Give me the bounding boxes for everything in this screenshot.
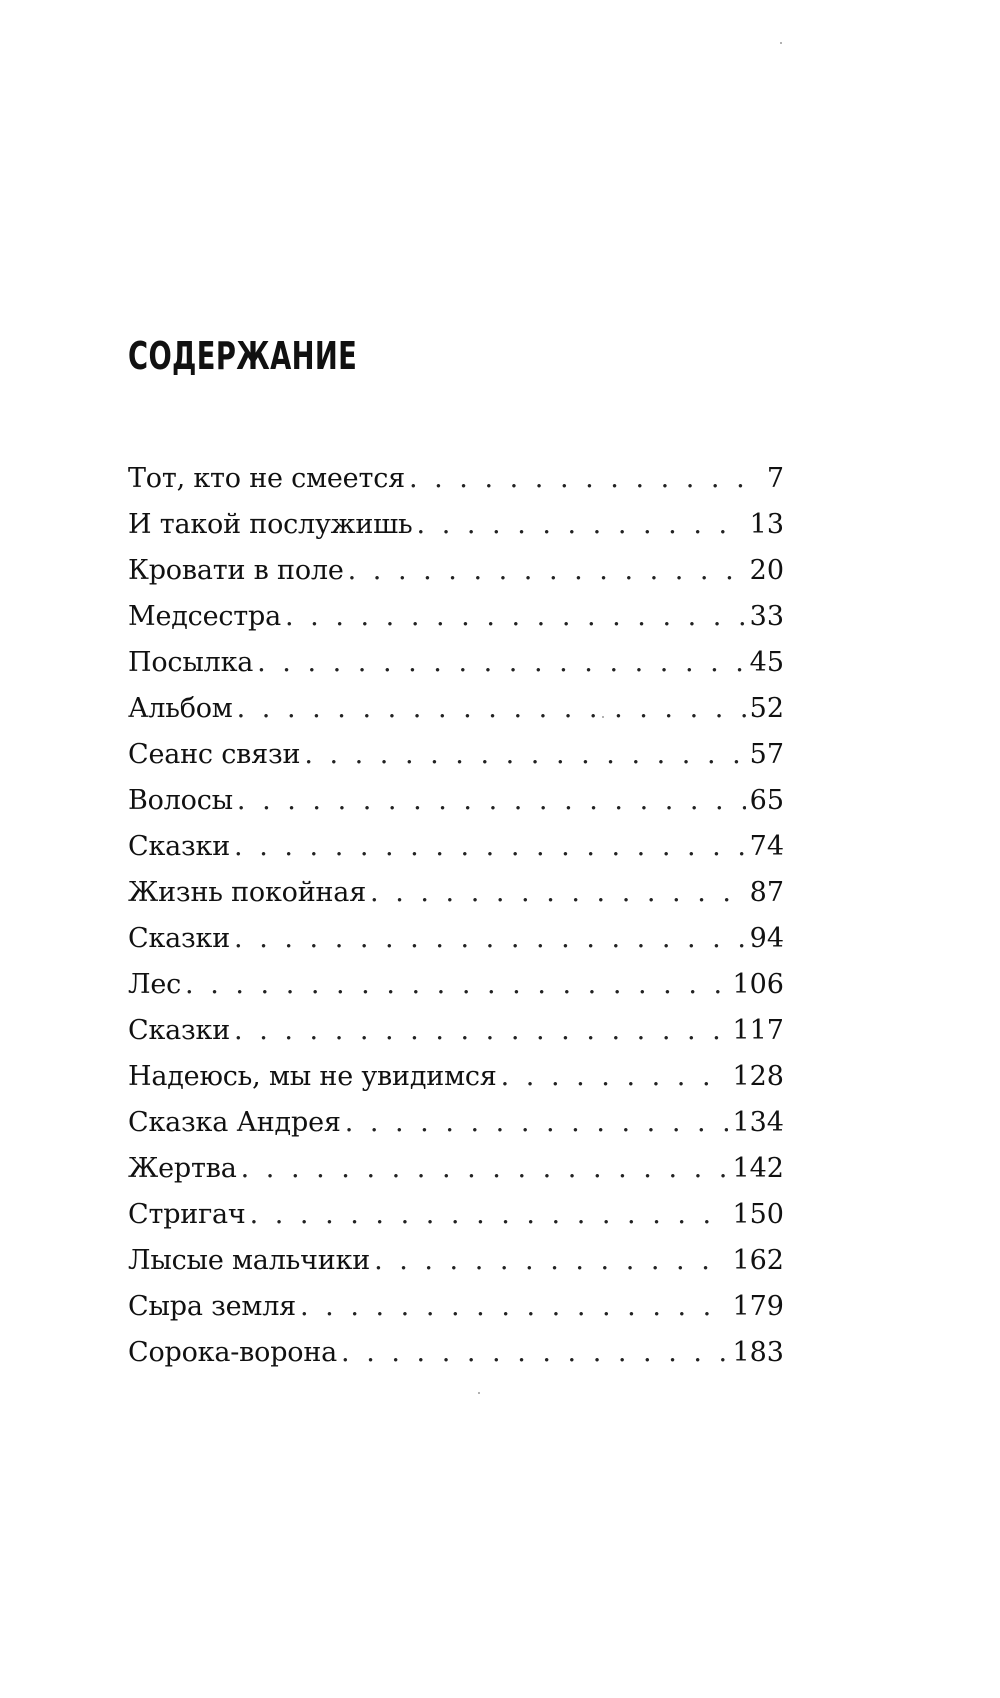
toc-entry	[128, 732, 784, 778]
paper-speck	[780, 42, 782, 44]
dot-leader	[234, 1008, 728, 1054]
dot-leader	[185, 962, 728, 1008]
dot-leader	[285, 594, 746, 640]
dot-leader	[250, 1192, 729, 1238]
toc-entry-page: 179	[732, 1291, 784, 1322]
toc-entry-title: Надеюсь, мы не увидимся	[128, 1061, 497, 1092]
toc-entry-title: Альбом	[128, 693, 233, 724]
toc-entry-title: И такой послужишь	[128, 509, 413, 540]
toc-entry-page: 52	[749, 693, 784, 724]
paper-speck	[478, 1392, 480, 1394]
toc-entry-title: Сыра земля	[128, 1291, 297, 1322]
toc-entry-title: Посылка	[128, 647, 254, 678]
toc-entry-page: 45	[749, 647, 784, 678]
toc-entry-page: 150	[732, 1199, 784, 1230]
toc-entry	[128, 824, 784, 870]
toc-list	[128, 456, 784, 1376]
toc-heading: СОДЕРЖАНИЕ	[128, 334, 358, 378]
toc-entry-title: Сорока-ворона	[128, 1337, 338, 1368]
toc-entry	[128, 1146, 784, 1192]
dot-leader	[300, 1284, 728, 1330]
toc-entry	[128, 1054, 784, 1100]
toc-entry-title: Сказки	[128, 1015, 231, 1046]
dot-leader	[234, 916, 746, 962]
toc-entry	[128, 1284, 784, 1330]
toc-entry	[128, 548, 784, 594]
toc-entry	[128, 502, 784, 548]
paper-speck	[602, 716, 604, 718]
toc-entry-title: Тот, кто не смеется	[128, 463, 405, 494]
toc-entry-page: 183	[732, 1337, 784, 1368]
dot-leader	[304, 732, 745, 778]
toc-entry	[128, 456, 784, 502]
toc-entry	[128, 594, 784, 640]
toc-entry-page: 57	[749, 739, 784, 770]
toc-entry	[128, 640, 784, 686]
dot-leader	[345, 1100, 729, 1146]
dot-leader	[374, 1238, 728, 1284]
dot-leader	[341, 1330, 728, 1376]
toc-entry	[128, 1008, 784, 1054]
toc-entry-page: 162	[732, 1245, 784, 1276]
dot-leader	[257, 640, 746, 686]
toc-entry	[128, 1100, 784, 1146]
toc-entry-title: Жертва	[128, 1153, 237, 1184]
toc-entry-page: 74	[749, 831, 784, 862]
toc-entry-page: 65	[749, 785, 784, 816]
dot-leader	[234, 824, 746, 870]
toc-entry	[128, 1192, 784, 1238]
toc-entry-title: Сеанс связи	[128, 739, 301, 770]
dot-leader	[409, 456, 763, 502]
dot-leader	[237, 686, 746, 732]
toc-entry-page: 117	[732, 1015, 784, 1046]
toc-entry	[128, 1330, 784, 1376]
toc-entry-title: Лысые мальчики	[128, 1245, 371, 1276]
dot-leader	[370, 870, 746, 916]
toc-entry-title: Сказка Андрея	[128, 1107, 341, 1138]
toc-entry-page: 128	[732, 1061, 784, 1092]
toc-entry-title: Медсестра	[128, 601, 281, 632]
dot-leader	[348, 548, 746, 594]
toc-entry-title: Жизнь покойная	[128, 877, 367, 908]
dot-leader	[237, 778, 746, 824]
toc-entry	[128, 962, 784, 1008]
toc-entry-title: Лес	[128, 969, 182, 1000]
toc-entry-page: 7	[766, 463, 784, 494]
toc-entry-page: 20	[749, 555, 784, 586]
toc-entry	[128, 1238, 784, 1284]
toc-entry-page: 142	[732, 1153, 784, 1184]
toc-entry	[128, 686, 784, 732]
toc-entry-title: Сказки	[128, 831, 231, 862]
dot-leader	[501, 1054, 729, 1100]
toc-entry-page: 94	[749, 923, 784, 954]
toc-entry	[128, 916, 784, 962]
toc-entry-page: 87	[749, 877, 784, 908]
dot-leader	[417, 502, 746, 548]
toc-entry-title: Волосы	[128, 785, 233, 816]
dot-leader	[241, 1146, 729, 1192]
toc-entry-page: 33	[749, 601, 784, 632]
toc-entry-title: Сказки	[128, 923, 231, 954]
toc-entry-title: Кровати в поле	[128, 555, 344, 586]
toc-entry-page: 134	[732, 1107, 784, 1138]
toc-entry-title: Стригач	[128, 1199, 246, 1230]
toc-entry-page: 13	[749, 509, 784, 540]
toc-entry	[128, 870, 784, 916]
toc-entry	[128, 778, 784, 824]
toc-entry-page: 106	[732, 969, 784, 1000]
